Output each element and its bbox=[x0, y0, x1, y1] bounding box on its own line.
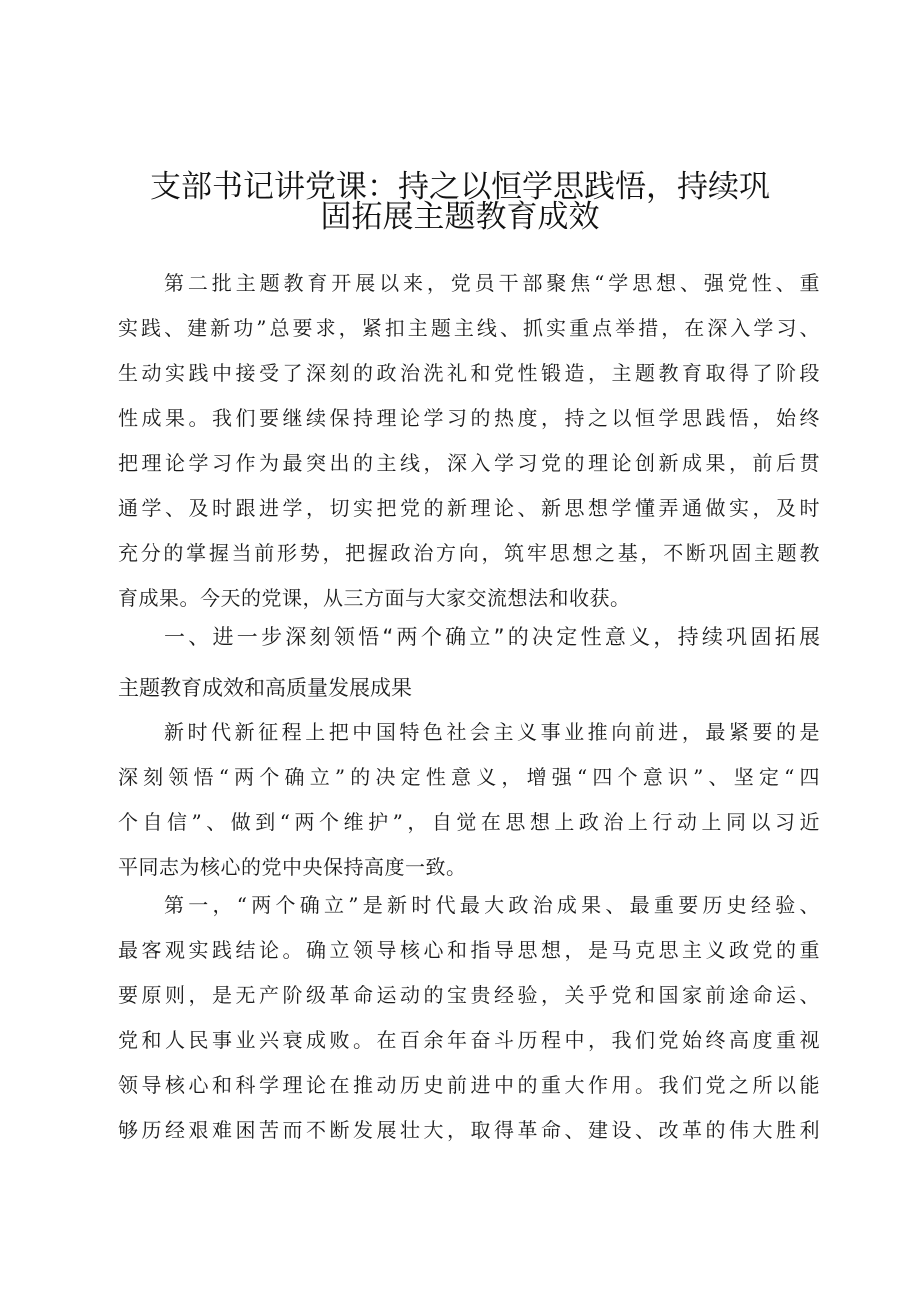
paragraph-line: 生动实践中接受了深刻的政治洗礼和党性锻造，主题教育取得了阶段 bbox=[118, 361, 820, 385]
paragraph-line: 深刻领悟“两个确立”的决定性意义，增强“四个意识”、坚定“四 bbox=[118, 765, 820, 789]
paragraph-1 bbox=[118, 261, 820, 621]
paragraph-line: 第二批主题教育开展以来，党员干部聚焦“学思想、强党性、重 bbox=[164, 271, 820, 295]
paragraph-line: 性成果。我们要继续保持理论学习的热度，持之以恒学思践悟，始终 bbox=[118, 406, 820, 430]
heading-line: 主题教育成效和高质量发展成果 bbox=[118, 676, 412, 700]
paragraph-line: 要原则，是无产阶级革命运动的宝贵经验，关乎党和国家前途命运、 bbox=[118, 983, 820, 1007]
section-heading-1 bbox=[118, 612, 820, 714]
paragraph-2 bbox=[118, 710, 820, 890]
paragraph-line: 够历经艰难困苦而不断发展壮大，取得革命、建设、改革的伟大胜利 bbox=[118, 1118, 820, 1142]
paragraph-line: 党和人民事业兴衰成败。在百余年奋斗历程中，我们党始终高度重视 bbox=[118, 1028, 820, 1052]
document-title-line-2: 固拓展主题教育成效 bbox=[320, 199, 600, 235]
paragraph-line: 个自信”、做到“两个维护”，自觉在思想上政治上行动上同以习近 bbox=[118, 810, 820, 834]
paragraph-line: 实践、建新功”总要求，紧扣主题主线、抓实重点举措，在深入学习、 bbox=[118, 316, 820, 340]
paragraph-line: 最客观实践结论。确立领导核心和指导思想，是马克思主义政党的重 bbox=[118, 938, 820, 962]
paragraph-line: 领导核心和科学理论在推动历史前进中的重大作用。我们党之所以能 bbox=[118, 1073, 820, 1097]
paragraph-line: 新时代新征程上把中国特色社会主义事业推向前进，最紧要的是 bbox=[164, 720, 820, 744]
paragraph-line: 育成果。今天的党课，从三方面与大家交流想法和收获。 bbox=[118, 586, 631, 610]
paragraph-line: 把理论学习作为最突出的主线，深入学习党的理论创新成果，前后贯 bbox=[118, 451, 820, 475]
paragraph-line: 通学、及时跟进学，切实把党的新理论、新思想学懂弄通做实，及时 bbox=[118, 496, 820, 520]
paragraph-line: 平同志为核心的党中央保持高度一致。 bbox=[118, 855, 467, 879]
paragraph-line: 充分的掌握当前形势，把握政治方向，筑牢思想之基，不断巩固主题教 bbox=[118, 541, 820, 565]
paragraph-line: 第一，“两个确立”是新时代最大政治成果、最重要历史经验、 bbox=[164, 893, 820, 917]
document-title-line-1: 支部书记讲党课：持之以恒学思践悟，持续巩 bbox=[150, 169, 770, 205]
paragraph-3 bbox=[118, 883, 820, 1153]
heading-line: 一、进一步深刻领悟“两个确立”的决定性意义，持续巩固拓展 bbox=[164, 625, 820, 649]
